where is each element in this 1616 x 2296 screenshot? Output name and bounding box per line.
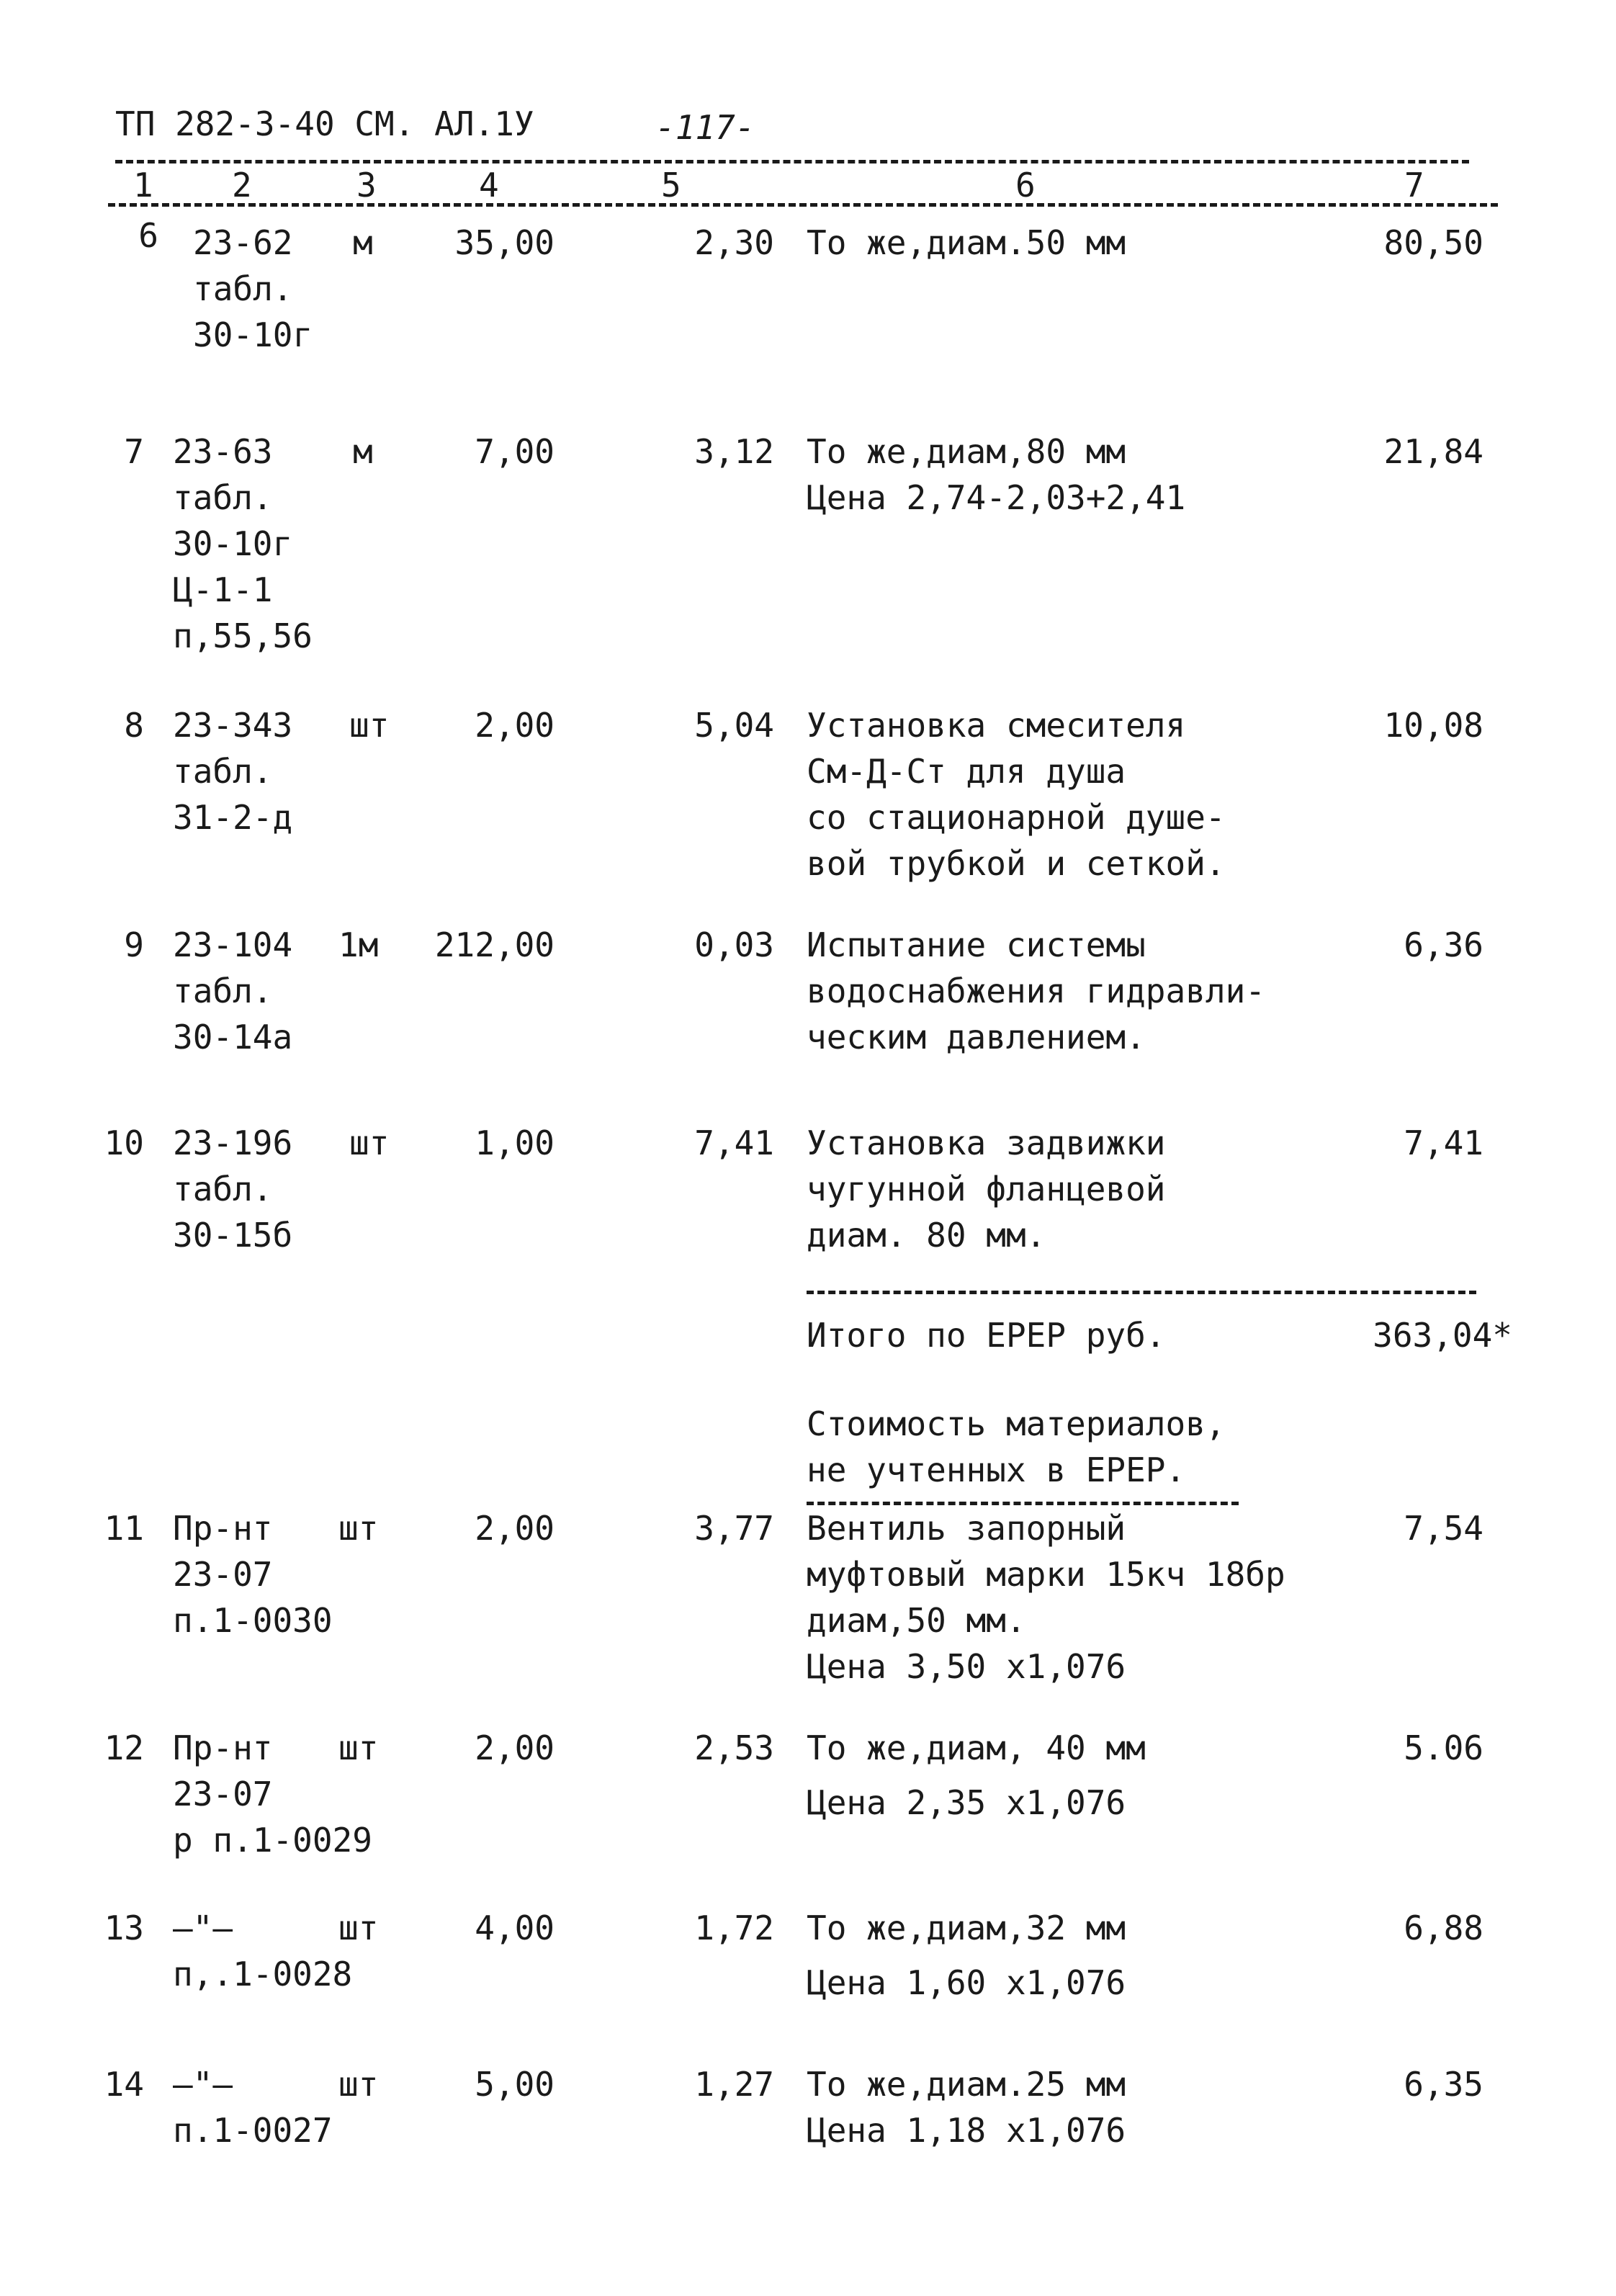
code-line: 30-14а xyxy=(173,1018,293,1057)
description-line: То же,диам,32 мм xyxy=(807,1909,1126,1947)
column-number-3: 3 xyxy=(356,166,377,205)
row-sum: 6,36 xyxy=(1404,925,1483,964)
code-line: 30-10г xyxy=(173,524,293,563)
row-quantity: 2,00 xyxy=(475,706,555,745)
page-number: -117- xyxy=(655,108,755,147)
row-unit-price: 5,04 xyxy=(694,706,774,745)
row-unit: шт xyxy=(349,1124,390,1162)
row-quantity: 4,00 xyxy=(475,1909,555,1947)
description-line: То же,диам.50 мм xyxy=(807,223,1126,262)
row-quantity: 7,00 xyxy=(475,432,555,471)
code-line: Пр-нт xyxy=(173,1509,273,1548)
row-unit: шт xyxy=(338,1509,379,1548)
code-line: 30-10г xyxy=(193,315,313,354)
description-line: со стационарной душе- xyxy=(807,798,1226,837)
section-title xyxy=(807,1401,1226,1493)
description-line: муфтовый марки 15кч 18бр xyxy=(807,1555,1285,1594)
subtotal-label: Итого по ЕРЕР руб. xyxy=(807,1316,1166,1355)
column-number-5: 5 xyxy=(661,166,681,205)
code-line: 23-63 xyxy=(173,432,273,471)
document-reference: ТП 282-3-40 СМ. АЛ.1У xyxy=(115,104,534,143)
description-line: диам. 80 мм. xyxy=(807,1216,1046,1255)
row-unit: шт xyxy=(338,1909,379,1947)
code-line: р п.1-0029 xyxy=(173,1821,372,1860)
row-unit-price: 2,30 xyxy=(694,223,774,262)
code-line: табл. xyxy=(173,752,273,791)
row-unit-price: 2,53 xyxy=(694,1728,774,1767)
row-unit: м xyxy=(353,432,373,471)
row-sum: 80,50 xyxy=(1383,223,1483,262)
description-line: То же,диам,80 мм xyxy=(807,432,1126,471)
code-line: 23-343 xyxy=(173,706,293,745)
description-line: ческим давлением. xyxy=(807,1018,1146,1057)
row-unit: 1м xyxy=(338,925,379,964)
row-number: 6 xyxy=(138,216,158,255)
subtotal-divider xyxy=(807,1291,1476,1294)
description-line: Цена 1,60 х1,076 xyxy=(807,1963,1126,2002)
subtotal-value: 363,04* xyxy=(1373,1316,1512,1355)
column-number-6: 6 xyxy=(1015,166,1036,205)
description-line: диам,50 мм. xyxy=(807,1601,1026,1640)
code-line: табл. xyxy=(193,269,293,308)
code-line: 23-07 xyxy=(173,1555,273,1594)
header-bottom-divider xyxy=(108,203,1498,207)
row-number: 9 xyxy=(124,925,144,964)
description-line: чугунной фланцевой xyxy=(807,1170,1166,1208)
row-quantity: 1,00 xyxy=(475,1124,555,1162)
code-line: табл. xyxy=(173,478,273,517)
row-quantity: 35,00 xyxy=(454,223,555,262)
row-number: 13 xyxy=(104,1909,144,1947)
row-sum: 6,35 xyxy=(1404,2065,1483,2104)
code-line: табл. xyxy=(173,1170,273,1208)
description-line: См-Д-Ст для душа xyxy=(807,752,1126,791)
code-line: п,55,56 xyxy=(173,616,313,655)
description-line: Испытание системы xyxy=(807,925,1146,964)
row-sum: 7,54 xyxy=(1404,1509,1483,1548)
code-line: Пр-нт xyxy=(173,1728,273,1767)
section-title-line: Стоимость материалов, xyxy=(807,1404,1226,1443)
row-unit-price: 3,12 xyxy=(694,432,774,471)
row-sum: 6,88 xyxy=(1404,1909,1483,1947)
row-sum: 5.06 xyxy=(1404,1728,1483,1767)
row-sum: 21,84 xyxy=(1383,432,1483,471)
row-number: 7 xyxy=(124,432,144,471)
description-line: вой трубкой и сеткой. xyxy=(807,844,1226,883)
row-sum: 10,08 xyxy=(1383,706,1483,745)
description-line: Установка задвижки xyxy=(807,1124,1166,1162)
description-line: Цена 1,18 х1,076 xyxy=(807,2111,1126,2150)
column-number-1: 1 xyxy=(133,166,153,205)
row-unit-price: 1,72 xyxy=(694,1909,774,1947)
row-number: 10 xyxy=(104,1124,144,1162)
code-line: 23-07 xyxy=(173,1775,273,1813)
row-unit: шт xyxy=(349,706,390,745)
row-quantity: 2,00 xyxy=(475,1728,555,1767)
code-line: табл. xyxy=(173,972,273,1010)
column-number-7: 7 xyxy=(1404,166,1424,205)
row-number: 8 xyxy=(124,706,144,745)
row-unit: шт xyxy=(338,2065,379,2104)
description-line: Цена 3,50 х1,076 xyxy=(807,1647,1126,1686)
description-line: То же,диам.25 мм xyxy=(807,2065,1126,2104)
description-line: Установка смесителя xyxy=(807,706,1186,745)
code-line: 23-104 xyxy=(173,925,293,964)
code-line: 30-15б xyxy=(173,1216,293,1255)
row-unit-price: 7,41 xyxy=(694,1124,774,1162)
code-line: —"— xyxy=(173,1909,233,1947)
row-quantity: 2,00 xyxy=(475,1509,555,1548)
description-line: водоснабжения гидравли- xyxy=(807,972,1265,1010)
code-line: п.1-0030 xyxy=(173,1601,333,1640)
column-number-4: 4 xyxy=(479,166,499,205)
description-line: Вентиль запорный xyxy=(807,1509,1126,1548)
row-sum: 7,41 xyxy=(1404,1124,1483,1162)
row-number: 12 xyxy=(104,1728,144,1767)
row-unit: м xyxy=(353,223,373,262)
column-number-2: 2 xyxy=(232,166,252,205)
row-quantity: 212,00 xyxy=(434,925,555,964)
description-line: Цена 2,74-2,03+2,41 xyxy=(807,478,1186,517)
code-line: —"— xyxy=(173,2065,233,2104)
row-number: 11 xyxy=(104,1509,144,1548)
description-line: То же,диам, 40 мм xyxy=(807,1728,1146,1767)
code-line: 31-2-д xyxy=(173,798,293,837)
row-unit-price: 3,77 xyxy=(694,1509,774,1548)
row-unit: шт xyxy=(338,1728,379,1767)
row-number: 14 xyxy=(104,2065,144,2104)
code-line: п,.1-0028 xyxy=(173,1955,353,1994)
code-line: п.1-0027 xyxy=(173,2111,333,2150)
code-line: 23-62 xyxy=(193,223,293,262)
section-title-line: не учтенных в ЕРЕР. xyxy=(807,1450,1186,1489)
row-quantity: 5,00 xyxy=(475,2065,555,2104)
code-line: Ц-1-1 xyxy=(173,570,273,609)
row-unit-price: 0,03 xyxy=(694,925,774,964)
code-line: 23-196 xyxy=(173,1124,293,1162)
row-unit-price: 1,27 xyxy=(694,2065,774,2104)
header-top-divider xyxy=(115,160,1469,163)
description-line: Цена 2,35 х1,076 xyxy=(807,1783,1126,1822)
